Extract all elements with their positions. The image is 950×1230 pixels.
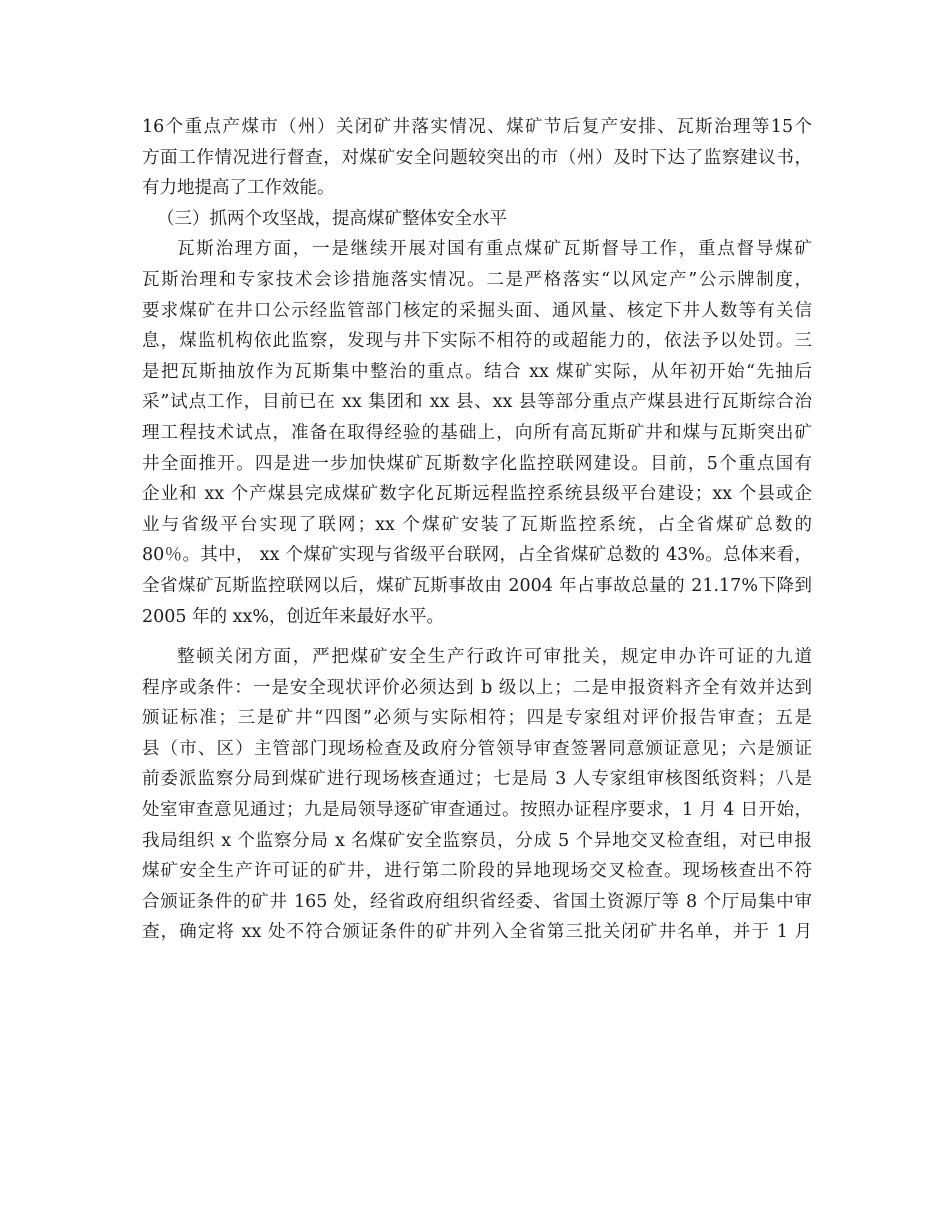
document-body (142, 112, 812, 948)
paragraph-gas-control (142, 234, 812, 632)
text-line: 要求煤矿在井口公示经监管部门核定的采掘头面、通风量、核定下井人数等有关信 (142, 300, 812, 321)
text-line: 县（市、区）主管部门现场检查及政府分管领导审查签署同意颁证意见；六是颁证 (142, 738, 812, 759)
text-line: 瓦斯治理方面，一是继续开展对国有重点煤矿瓦斯督导工作，重点督导煤矿 (177, 239, 812, 260)
text-line: 息，煤监机构依此监察，发现与井下实际不相符的或超能力的，依法予以处罚。三 (142, 331, 812, 352)
heading-line: （三）抓两个攻坚战，提高煤矿整体安全水平 (157, 208, 507, 229)
text-line: 2005 年的 xx%，创近年来最好水平。 (142, 606, 445, 627)
text-line: 整顿关闭方面，严把煤矿安全生产行政许可审批关，规定申办许可证的九道 (177, 647, 812, 668)
text-line: 井全面推开。四是进一步加快煤矿瓦斯数字化监控联网建设。目前，5个重点国有 (142, 453, 812, 474)
text-line: 16个重点产煤市（州）关闭矿井落实情况、煤矿节后复产安排、瓦斯治理等15个 (142, 117, 812, 137)
text-line: 瓦斯治理和专家技术会诊措施落实情况。二是严格落实“以风定产”公示牌制度， (142, 269, 812, 290)
paragraph-rectification-closure (142, 642, 812, 948)
text-line: 合颁证条件的矿井 165 处，经省政府组织省经委、省国土资源厅等 8 个厅局集中审 (142, 891, 812, 912)
text-line: 业与省级平台实现了联网；xx 个煤矿安装了瓦斯监控系统，占全省煤矿总数的 (142, 514, 812, 535)
text-line: 全省煤矿瓦斯监控联网以后，煤矿瓦斯事故由 2004 年占事故总量的 21.17%下降到 (142, 575, 812, 596)
text-line: 方面工作情况进行督查，对煤矿安全问题较突出的市（州）及时下达了监察建议书， (142, 147, 812, 168)
text-line: 是把瓦斯抽放作为瓦斯集中整治的重点。结合 xx 煤矿实际，从年初开始“先抽后 (142, 361, 812, 382)
text-line: 前委派监察分局到煤矿进行现场核查通过；七是局 3 人专家组审核图纸资料；八是 (142, 769, 812, 790)
text-line: 企业和 xx 个产煤县完成煤矿数字化瓦斯远程监控系统县级平台建设；xx 个县或企 (142, 484, 812, 505)
text-line: 程序或条件：一是安全现状评价必须达到 b 级以上；二是申报资料齐全有效并达到 (142, 677, 812, 698)
text-line: 处室审查意见通过；九是局领导逐矿审查通过。按照办证程序要求，1 月 4 日开始， (142, 800, 812, 821)
text-line: 查，确定将 xx 处不符合颁证条件的矿井列入全省第三批关闭矿井名单，并于 1 月 (142, 922, 812, 943)
text-line: 80％。其中， xx 个煤矿实现与省级平台联网，占全省煤矿总数的 43%。总体来看， (142, 545, 812, 566)
text-line: 理工程技术试点，准备在取得经验的基础上，向所有高瓦斯矿井和煤与瓦斯突出矿 (142, 422, 812, 443)
text-line: 有力地提高了工作效能。 (142, 178, 335, 199)
text-line: 我局组织 x 个监察分局 x 名煤矿安全监察员，分成 5 个异地交叉检查组，对已申报 (142, 830, 812, 851)
text-line: 采”试点工作，目前已在 xx 集团和 xx 县、xx 县等部分重点产煤县进行瓦斯综合治 (142, 392, 812, 413)
paragraph-gap (142, 632, 812, 642)
text-line: 煤矿安全生产许可证的矿井，进行第二阶段的异地现场交叉检查。现场核查出不符 (142, 861, 812, 882)
text-line: 颁证标准；三是矿井“四图”必须与实际相符；四是专家组对评价报告审查；五是 (142, 708, 812, 729)
section-heading-3 (142, 204, 812, 235)
paragraph-closure-inspection (142, 112, 812, 204)
